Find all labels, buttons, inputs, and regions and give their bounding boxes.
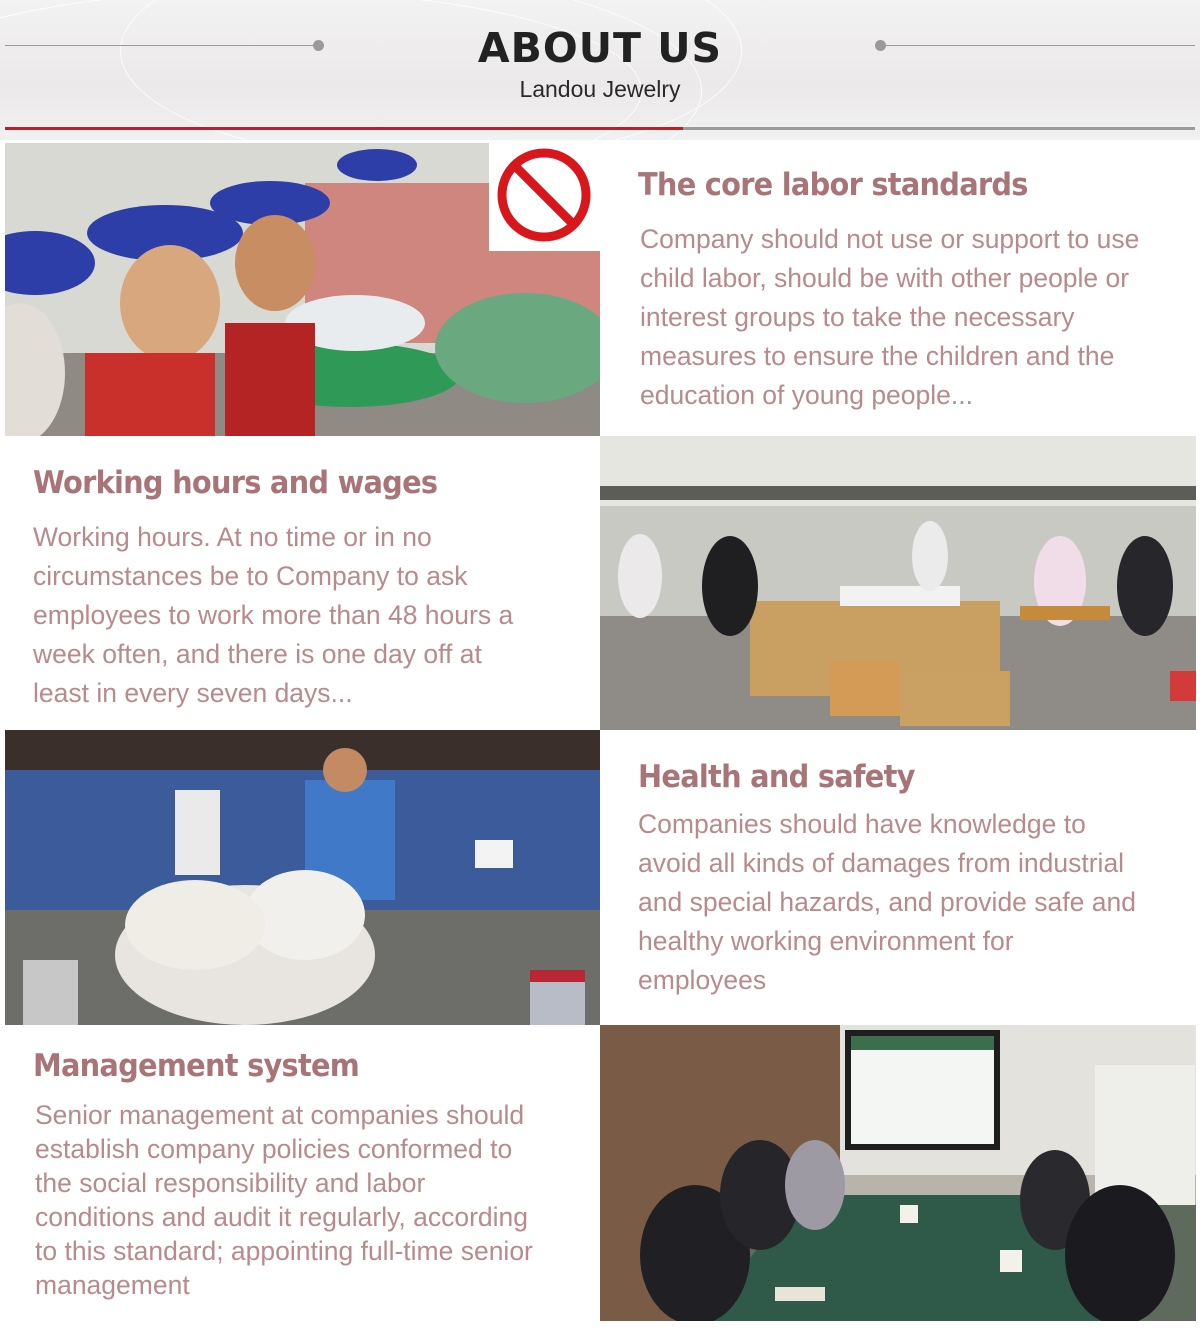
workshop-image [600,436,1196,730]
text-line: and special hazards, and provide safe and [638,887,1136,917]
children-workers-photo [5,143,600,436]
section-heading-management-system: Management system [33,1048,360,1084]
text-line: employees [638,965,767,995]
text-line: the social responsibility and labor [35,1168,426,1198]
section-text-management-system [35,1098,533,1302]
section-text-labor-standards [640,220,1139,415]
text-line: avoid all kinds of damages from industrial [638,848,1125,878]
text-line: Senior management at companies should [35,1100,525,1130]
prohibited-icon [489,143,600,251]
text-line: circumstances be to Company to ask [33,561,468,591]
workshop-photo [600,436,1196,730]
text-line: measures to ensure the children and the [640,341,1115,371]
text-line: education of young people... [640,380,973,410]
text-line: child labor, should be with other people or [640,263,1130,293]
text-line: Companies should have knowledge to [638,809,1086,839]
text-line: management [35,1270,190,1300]
text-line: employees to work more than 48 hours a [33,600,514,630]
section-heading-working-hours: Working hours and wages [33,465,438,501]
fire-drill-photo [5,730,600,1025]
text-line: Working hours. At no time or in no [33,522,432,552]
section-heading-health-safety: Health and safety [638,759,915,795]
text-line: establish company policies conformed to [35,1134,513,1164]
text-line: interest groups to take the necessary [640,302,1075,332]
fire-drill-image [5,730,600,1025]
text-line: to this standard; appointing full-time senior [35,1236,533,1266]
text-line: week often, and there is one day off at [33,639,482,669]
page-title: ABOUT US [477,24,723,72]
page-subtitle: Landou Jewelry [519,76,681,102]
header-accent-bar [5,127,683,130]
meeting-image [600,1025,1196,1321]
text-line: healthy working environment for [638,926,1014,956]
text-line: Company should not use or support to use [640,224,1140,254]
section-heading-labor-standards: The core labor standards [638,167,1028,203]
text-line: conditions and audit it regularly, according [35,1202,528,1232]
header-grey-bar [683,127,1195,130]
text-line: least in every seven days... [33,678,353,708]
meeting-photo [600,1025,1196,1321]
page-header [0,0,1200,140]
section-text-health-safety [638,805,1136,1000]
section-text-working-hours [33,518,513,713]
